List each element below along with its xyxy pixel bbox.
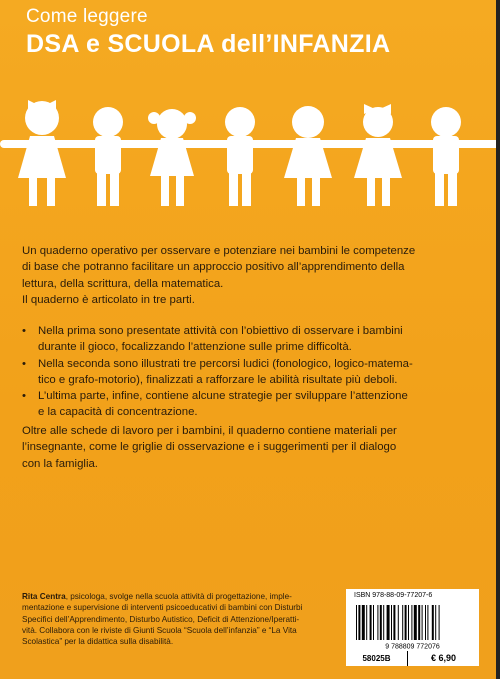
author-bio-line: Scolastica” per la didattica sulla disabilità. [22,637,174,647]
closing-line: l’insegnante, come le griglie di osservazione e i suggerimenti per il dialogo [22,441,397,454]
list-item-line: • L’ultima parte, infine, contiene alcune strategie per sviluppare l’attenzione [38,390,408,403]
barcode-bar [398,605,399,640]
intro-line: Un quaderno operativo per osservare e potenziare nei bambini le competenze [22,245,416,257]
author-bio-line: Specifici dell’Apprendimento, Disturbo Autistico, Deficit di Attenzione/Iperatti- [22,614,300,624]
barcode-bar [402,605,403,640]
intro-line: lettura, della scrittura, della matematica. [22,277,224,290]
barcode-bar [432,605,434,640]
barcode-bar [377,605,378,640]
barcode-block [346,589,479,666]
series-title: Come leggere [26,6,148,27]
intro-paragraph [22,243,472,308]
list-item [22,388,472,421]
barcode-bar [408,605,409,640]
barcode-bar [422,605,423,640]
list-item-line: • Nella prima sono presentate attività con l’obiettivo di osservare i bambini [38,325,403,337]
list-item-line: e la capacità di concentrazione. [38,406,198,419]
list-item [22,356,472,389]
book-title: DSA e SCUOLA dell’INFANZIA [26,30,391,58]
barcode-bar [411,605,412,640]
barcode-bar [391,605,392,640]
barcode-bar [383,605,384,640]
barcode-bar [366,605,367,640]
barcode-bar [414,605,417,640]
list-item-line: tico e grafo-motorio), finalizzati a rafforzare le abilità risultate più deboli. [38,373,398,386]
barcode-bar [427,605,428,640]
page-edge [496,0,500,679]
barcode-bar [373,605,374,640]
barcode-bar [358,605,360,640]
author-bio-line: vità. Collabora con le riviste di Giunti Scuola “Scuola dell’infanzia” e “La Vita [22,625,297,635]
barcode-bar [387,605,390,640]
barcode-bar [439,605,440,640]
intro-line: di base che potranno facilitare un approccio positivo all’apprendimento della [22,261,405,274]
price-row [346,651,479,666]
barcode-bar [405,605,407,640]
paper-children-chain-illustration [0,92,500,212]
closing-paragraph [22,423,472,472]
barcode-bar [425,605,426,640]
author-bio-line: mentazione e supervisione di interventi psicoeducativi di bambini con Disturbi [22,603,303,613]
barcode-bar [362,605,365,640]
author-bio-line [22,591,342,602]
price-label: € 6,90 [408,651,479,666]
barcode-digits: 9 788809 772076 [385,643,440,651]
list-item-line: • Nella seconda sono illustrati tre percorsi ludici (fonologico, logico-matema- [38,357,413,370]
barcode-bar [418,605,420,640]
barcode-bar [393,605,395,640]
list-item-line: durante il gioco, focalizzando l’attenzione sulle prime difficoltà. [38,341,352,354]
product-code: 58025B [346,651,408,666]
author-bio-first: , psicologa, svolge nella scuola attività di progettazione, imple- [65,592,292,601]
isbn-label: ISBN 978-88-09-77207-6 [346,589,479,602]
barcode-bar [370,605,372,640]
barcode-image [346,602,479,651]
barcode-bar [380,605,382,640]
closing-line: Oltre alle schede di lavoro per i bambini, il quaderno contiene materiali per [22,425,397,437]
list-item [22,323,472,356]
barcode-bar [435,605,436,640]
author-name: Rita Centra [22,592,66,601]
closing-line: con la famiglia. [22,457,98,470]
author-bio [22,591,342,647]
intro-line: Il quaderno è articolato in tre parti. [22,293,195,306]
parts-list [22,323,472,421]
barcode-bar [356,605,357,640]
